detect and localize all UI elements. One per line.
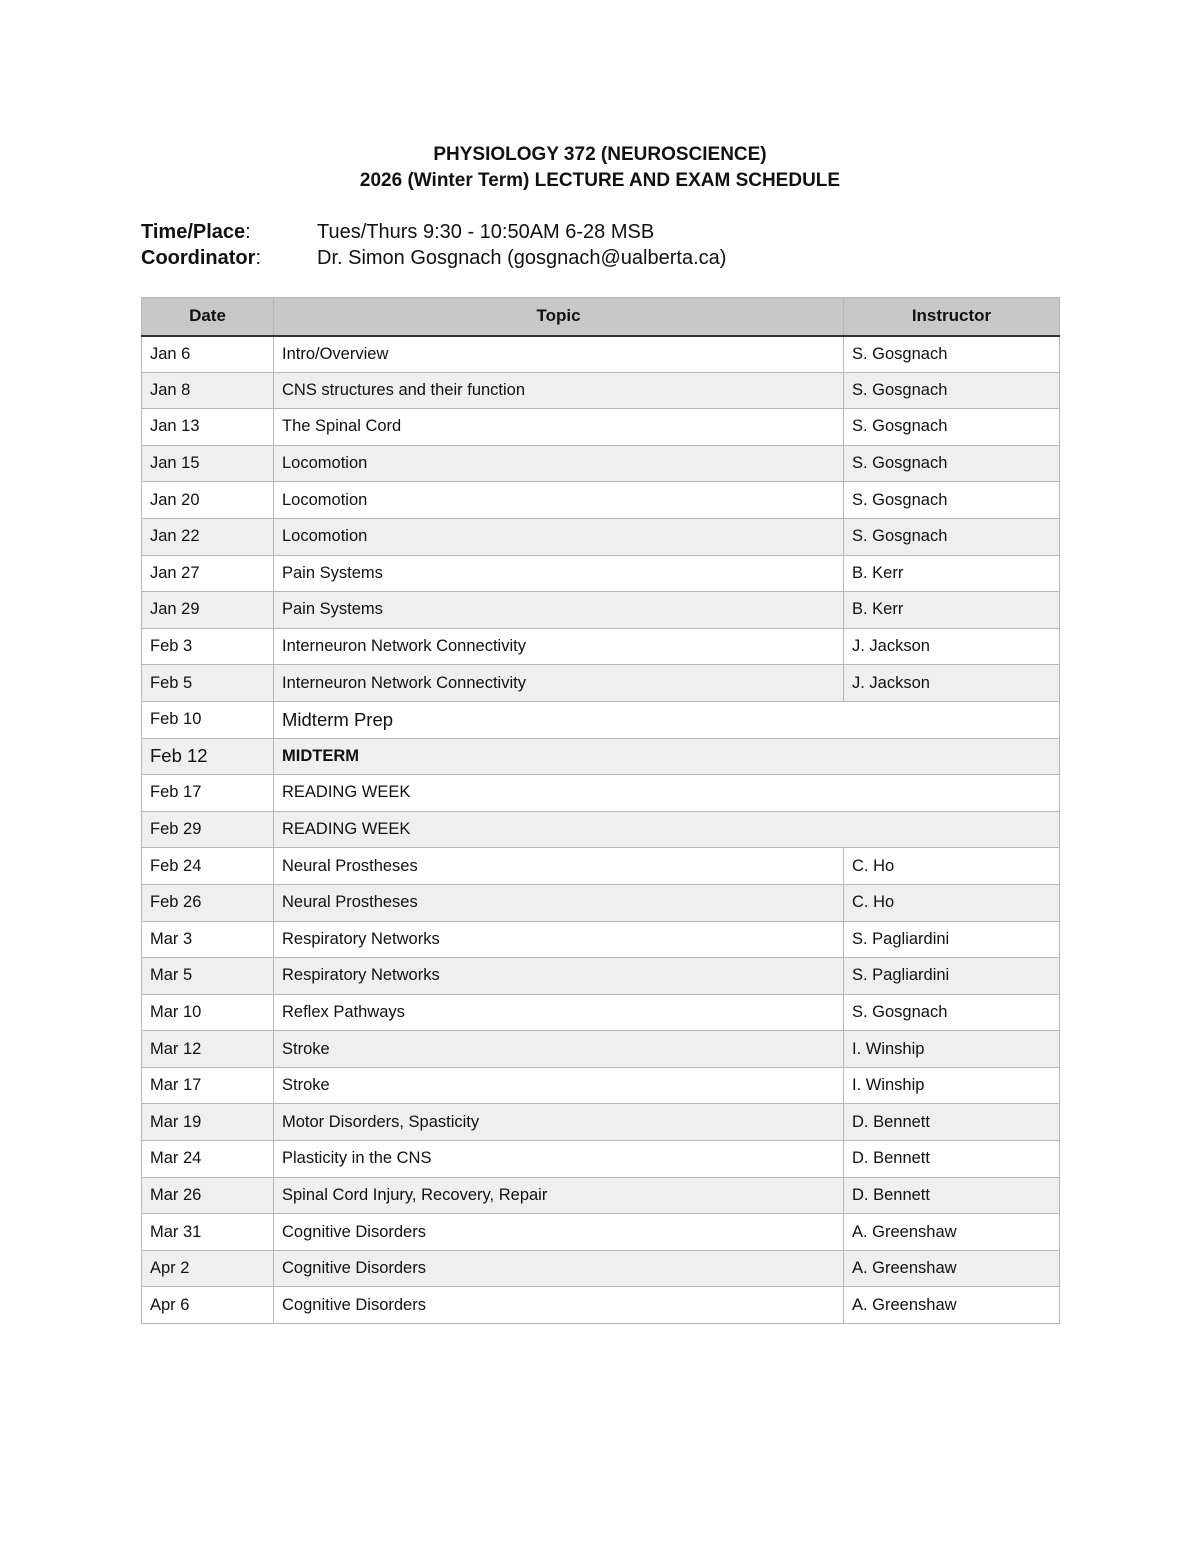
cell-date: Mar 3 bbox=[142, 921, 274, 958]
table-row bbox=[142, 1250, 1060, 1287]
table-row bbox=[142, 958, 1060, 995]
table-row bbox=[142, 518, 1060, 555]
cell-topic: Spinal Cord Injury, Recovery, Repair bbox=[274, 1177, 844, 1214]
column-header-instructor: Instructor bbox=[844, 298, 1060, 336]
cell-instructor: C. Ho bbox=[844, 884, 1060, 921]
cell-date: Feb 12 bbox=[142, 738, 274, 775]
cell-instructor: D. Bennett bbox=[844, 1177, 1060, 1214]
time-place-label: Time/Place bbox=[141, 221, 246, 243]
table-row bbox=[142, 336, 1060, 373]
cell-date: Jan 22 bbox=[142, 518, 274, 555]
table-row bbox=[142, 1141, 1060, 1178]
cell-topic: Pain Systems bbox=[274, 555, 844, 592]
table-row bbox=[142, 592, 1060, 629]
cell-topic: Cognitive Disorders bbox=[274, 1214, 844, 1251]
cell-date: Feb 3 bbox=[142, 628, 274, 665]
cell-instructor: B. Kerr bbox=[844, 555, 1060, 592]
coordinator-line: Coordinator: Dr. Simon Gosgnach (gosgnach@ualberta.ca) bbox=[141, 247, 727, 269]
cell-date: Feb 5 bbox=[142, 665, 274, 702]
cell-topic: Intro/Overview bbox=[274, 336, 844, 373]
cell-instructor: D. Bennett bbox=[844, 1141, 1060, 1178]
cell-topic: Neural Prostheses bbox=[274, 848, 844, 885]
cell-instructor: S. Gosgnach bbox=[844, 518, 1060, 555]
cell-instructor: A. Greenshaw bbox=[844, 1250, 1060, 1287]
table-row bbox=[142, 1214, 1060, 1251]
table-row bbox=[142, 628, 1060, 665]
table-header-row bbox=[142, 298, 1060, 336]
cell-instructor: S. Pagliardini bbox=[844, 921, 1060, 958]
cell-date: Mar 12 bbox=[142, 1031, 274, 1068]
cell-date: Jan 8 bbox=[142, 372, 274, 409]
table-row bbox=[142, 1177, 1060, 1214]
cell-topic: Neural Prostheses bbox=[274, 884, 844, 921]
table-row bbox=[142, 775, 1060, 812]
cell-topic: Locomotion bbox=[274, 445, 844, 482]
cell-instructor: D. Bennett bbox=[844, 1104, 1060, 1141]
cell-topic: Interneuron Network Connectivity bbox=[274, 665, 844, 702]
document-title: PHYSIOLOGY 372 (NEUROSCIENCE) bbox=[433, 144, 767, 165]
table-row bbox=[142, 738, 1060, 775]
time-place-line: Time/Place: Tues/Thurs 9:30 - 10:50AM 6-28 MSB bbox=[141, 221, 655, 243]
cell-instructor: S. Gosgnach bbox=[844, 336, 1060, 373]
table-row bbox=[142, 445, 1060, 482]
table-row bbox=[142, 1287, 1060, 1324]
cell-date: Feb 17 bbox=[142, 775, 274, 812]
cell-topic: Stroke bbox=[274, 1031, 844, 1068]
cell-date: Mar 19 bbox=[142, 1104, 274, 1141]
cell-topic: Reflex Pathways bbox=[274, 994, 844, 1031]
table-row bbox=[142, 921, 1060, 958]
column-header-date: Date bbox=[142, 298, 274, 336]
table-row bbox=[142, 848, 1060, 885]
table-row bbox=[142, 994, 1060, 1031]
table-row bbox=[142, 701, 1060, 738]
cell-instructor: J. Jackson bbox=[844, 665, 1060, 702]
cell-topic: Stroke bbox=[274, 1067, 844, 1104]
cell-instructor: I. Winship bbox=[844, 1067, 1060, 1104]
cell-instructor: S. Gosgnach bbox=[844, 372, 1060, 409]
cell-instructor: S. Gosgnach bbox=[844, 994, 1060, 1031]
cell-date: Mar 24 bbox=[142, 1141, 274, 1178]
cell-topic: Cognitive Disorders bbox=[274, 1287, 844, 1324]
cell-instructor: S. Gosgnach bbox=[844, 482, 1060, 519]
table-row bbox=[142, 1067, 1060, 1104]
cell-instructor: S. Gosgnach bbox=[844, 445, 1060, 482]
table-row bbox=[142, 372, 1060, 409]
cell-date: Apr 6 bbox=[142, 1287, 274, 1324]
coordinator-label: Coordinator bbox=[141, 247, 256, 269]
cell-date: Apr 2 bbox=[142, 1250, 274, 1287]
cell-topic: CNS structures and their function bbox=[274, 372, 844, 409]
cell-date: Jan 27 bbox=[142, 555, 274, 592]
table-row bbox=[142, 482, 1060, 519]
cell-date: Feb 29 bbox=[142, 811, 274, 848]
cell-date: Feb 26 bbox=[142, 884, 274, 921]
cell-date: Jan 15 bbox=[142, 445, 274, 482]
cell-topic: Locomotion bbox=[274, 482, 844, 519]
cell-topic: Midterm Prep bbox=[274, 701, 1060, 738]
cell-instructor: I. Winship bbox=[844, 1031, 1060, 1068]
cell-topic: Interneuron Network Connectivity bbox=[274, 628, 844, 665]
cell-date: Mar 26 bbox=[142, 1177, 274, 1214]
table-row bbox=[142, 1031, 1060, 1068]
document-subtitle: 2026 (Winter Term) LECTURE AND EXAM SCHEDULE bbox=[359, 170, 841, 191]
cell-topic: Plasticity in the CNS bbox=[274, 1141, 844, 1178]
cell-date: Jan 13 bbox=[142, 409, 274, 446]
table-row bbox=[142, 884, 1060, 921]
cell-topic: Motor Disorders, Spasticity bbox=[274, 1104, 844, 1141]
cell-topic: Respiratory Networks bbox=[274, 921, 844, 958]
cell-instructor: A. Greenshaw bbox=[844, 1214, 1060, 1251]
schedule-table bbox=[141, 297, 1060, 1324]
column-header-topic: Topic bbox=[274, 298, 844, 336]
cell-date: Feb 10 bbox=[142, 701, 274, 738]
table-row bbox=[142, 665, 1060, 702]
cell-date: Mar 5 bbox=[142, 958, 274, 995]
cell-instructor: B. Kerr bbox=[844, 592, 1060, 629]
cell-topic: Cognitive Disorders bbox=[274, 1250, 844, 1287]
cell-topic: READING WEEK bbox=[274, 811, 1060, 848]
schedule-rows bbox=[142, 336, 1060, 1324]
cell-date: Mar 17 bbox=[142, 1067, 274, 1104]
cell-date: Jan 29 bbox=[142, 592, 274, 629]
cell-instructor: C. Ho bbox=[844, 848, 1060, 885]
cell-instructor: A. Greenshaw bbox=[844, 1287, 1060, 1324]
coordinator-value: Dr. Simon Gosgnach (gosgnach@ualberta.ca) bbox=[317, 247, 727, 269]
cell-instructor: S. Pagliardini bbox=[844, 958, 1060, 995]
cell-date: Feb 24 bbox=[142, 848, 274, 885]
table-row bbox=[142, 555, 1060, 592]
cell-topic: READING WEEK bbox=[274, 775, 1060, 812]
cell-topic: Pain Systems bbox=[274, 592, 844, 629]
table-row bbox=[142, 1104, 1060, 1141]
cell-date: Mar 10 bbox=[142, 994, 274, 1031]
cell-instructor: J. Jackson bbox=[844, 628, 1060, 665]
cell-date: Jan 6 bbox=[142, 336, 274, 373]
cell-topic: MIDTERM bbox=[274, 738, 1060, 775]
cell-topic: Locomotion bbox=[274, 518, 844, 555]
cell-date: Mar 31 bbox=[142, 1214, 274, 1251]
time-place-value: Tues/Thurs 9:30 - 10:50AM 6-28 MSB bbox=[317, 221, 655, 243]
cell-topic: The Spinal Cord bbox=[274, 409, 844, 446]
table-row bbox=[142, 811, 1060, 848]
table-row bbox=[142, 409, 1060, 446]
cell-date: Jan 20 bbox=[142, 482, 274, 519]
cell-instructor: S. Gosgnach bbox=[844, 409, 1060, 446]
cell-topic: Respiratory Networks bbox=[274, 958, 844, 995]
